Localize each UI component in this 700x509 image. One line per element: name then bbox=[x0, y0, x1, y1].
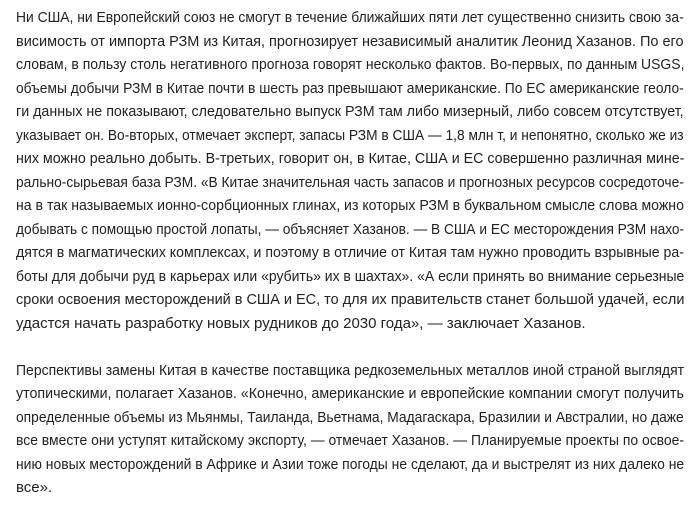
text-line: определенные объемы из Мьянмы, Таиланда, Вьетнама, Мадагаскара, Бразилии и Австралии, но даже bbox=[16, 408, 684, 426]
paragraph-1 bbox=[16, 6, 684, 335]
text-line: утопическими, полагает Хазанов. «Конечно, американские и европейские компании смогут получить bbox=[16, 385, 684, 402]
text-line: указывает он. Во-вторых, отмечает эксперт, запасы РЗМ в США — 1,8 млн т, и непонятно, сколько же из bbox=[16, 126, 684, 144]
text-line: ги данных не показывают, следовательно выпуск РЗМ там либо мизерный, либо совсем отсутствует, bbox=[16, 103, 684, 120]
text-line: словам, в пользу столь негативного прогноза говорят несколько фактов. Во-первых, по данным USGS, bbox=[16, 56, 685, 73]
text-line: все». bbox=[16, 479, 53, 496]
text-line: нию новых месторождений в Африке и Азии тоже погоды не сделают, да и выстрелят из них далеко не bbox=[16, 455, 685, 473]
article-body bbox=[16, 6, 684, 500]
text-line: висимость от импорта РЗМ из Китая, прогнозирует независимый аналитик Леонид Хазанов. По его bbox=[16, 32, 684, 50]
paragraph-gap bbox=[16, 335, 684, 359]
text-line: боты для добычи руд в карьерах или «рубить» их в шахтах». «А если принять во внимание серьезные bbox=[16, 267, 685, 285]
text-line: Перспективы замены Китая в качестве поставщика редкоземельных металлов иной страной выглядят bbox=[16, 361, 685, 379]
text-line: сроки освоения месторождений в США и ЕС, то для их правительств станет большой удачей, если bbox=[16, 291, 685, 308]
text-line: них можно реально добыть. В-третьих, говорит он, в Китае, США и ЕС совершенно различная мине- bbox=[16, 150, 685, 167]
text-line: Ни США, ни Европейский союз не смогут в течение ближайших пяти лет существенно снизить свою за- bbox=[16, 9, 684, 26]
paragraph-2 bbox=[16, 359, 684, 500]
text-line: добывать с помощью простой лопаты, — объясняет Хазанов. — В США и ЕС месторождения РЗМ нахо- bbox=[16, 220, 685, 238]
text-line: все вместе они уступят китайскому экспорту, — отмечает Хазанов. — Планируемые проекты по освое- bbox=[16, 432, 685, 449]
text-line: дятся в магматических комплексах, и поэтому в отличие от Китая там нужно проводить взрывные ра- bbox=[16, 244, 684, 261]
text-line: на в так называемых ионно-сорбционных глинах, из которых РЗМ в буквальном смысле слова можно bbox=[16, 197, 684, 214]
text-line: удастся начать разработку новых рудников до 2030 года», — заключает Хазанов. bbox=[16, 314, 586, 332]
text-line: рально-сырьевая база РЗМ. «В Китае значительная часть запасов и прогнозных ресурсов сосредоточе- bbox=[16, 173, 684, 191]
text-line: объемы добычи РЗМ в Китае почти в шесть раз превышают американские. По ЕС американские геоло- bbox=[16, 79, 684, 97]
